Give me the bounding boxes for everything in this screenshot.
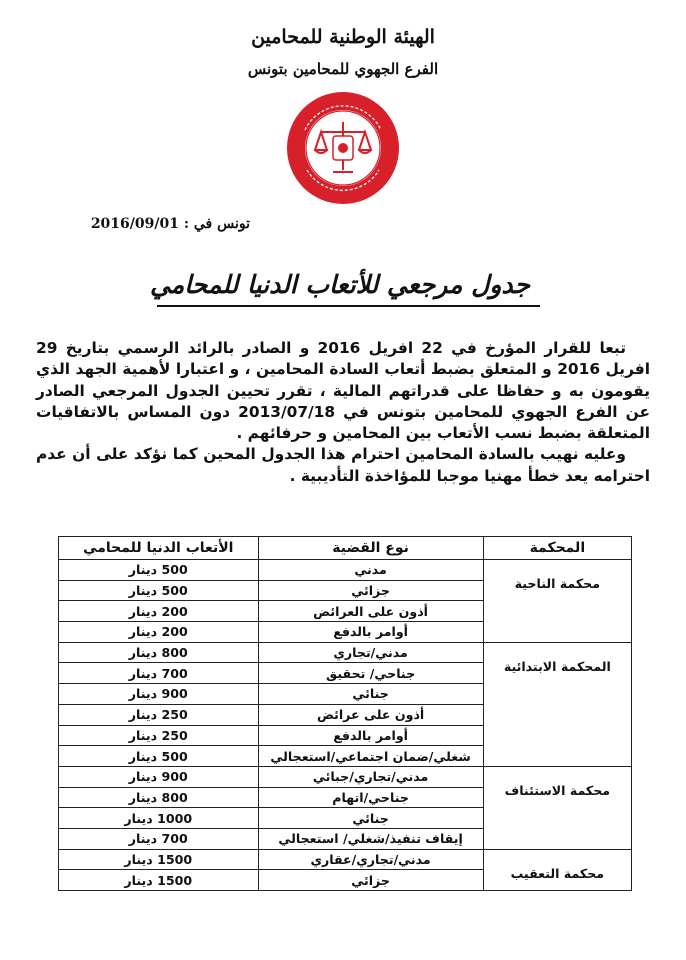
case-type-cell: جزائي — [258, 580, 483, 601]
table-row — [59, 766, 632, 787]
fee-cell: 800 دينار — [59, 787, 259, 808]
case-type-cell: جناحي/ تحقيق — [258, 663, 483, 684]
title-underline — [157, 305, 540, 307]
fee-cell: 800 دينار — [59, 642, 259, 663]
case-type-cell: مدني — [258, 560, 483, 581]
case-type-cell: جزائي — [258, 870, 483, 891]
table-row — [59, 642, 632, 663]
fee-cell: 250 دينار — [59, 704, 259, 725]
org-subtitle: الفرع الجهوي للمحامين بتونس — [247, 60, 439, 78]
case-type-cell: شغلي/ضمان اجتماعي/استعجالي — [258, 746, 483, 767]
fee-cell: 500 دينار — [59, 746, 259, 767]
court-cell: المحكمة الابتدائية — [483, 642, 631, 766]
header-court: المحكمة — [483, 537, 631, 560]
case-type-cell: أذون على عرائض — [258, 704, 483, 725]
org-title: الهيئة الوطنية للمحامين — [251, 26, 435, 48]
court-cell: محكمة الاستئناف — [483, 766, 631, 849]
fee-cell: 700 دينار — [59, 828, 259, 849]
document-body — [36, 338, 650, 487]
fee-cell: 900 دينار — [59, 766, 259, 787]
case-type-cell: أوامر بالدفع — [258, 725, 483, 746]
case-type-cell: مدني/تجاري/عقاري — [258, 849, 483, 870]
case-type-cell: مدني/تجاري/جبائي — [258, 766, 483, 787]
case-type-cell: مدني/تجاري — [258, 642, 483, 663]
fee-cell: 200 دينار — [59, 601, 259, 622]
fee-cell: 700 دينار — [59, 663, 259, 684]
case-type-cell: جنائي — [258, 684, 483, 705]
document-title: جدول مرجعي للأتعاب الدنيا للمحامي — [149, 270, 530, 299]
court-cell: محكمة الناحية — [483, 560, 631, 643]
case-type-cell: جنائي — [258, 808, 483, 829]
body-paragraph-2: وعليه نهيب بالسادة المحامين احترام هذا الجدول المحين كما نؤكد على أن عدم احترامه يعد خطأ مهنيا موجبا للمؤاخذة التأديبية . — [36, 445, 650, 485]
fee-cell: 500 دينار — [59, 560, 259, 581]
bar-association-seal — [285, 90, 401, 206]
header-case-type: نوع القضية — [258, 537, 483, 560]
table-row — [59, 849, 632, 870]
body-paragraph-1: تبعا للقرار المؤرخ في 22 افريل 2016 و الصادر بالرائد الرسمي بتاريخ 29 افريل 2016 و المتعلق بضبط أتعاب السادة المحامين ، و اعتبارا لأهمية الجهد الذي يقومون به و حفاظا على قدراتهم المالية ، تقرر تحيين الجدول المرجعي الصادر عن الفرع الجهوي للمحامين بتونس في 2013/07/18 دون المساس بالاتفاقيات المتعلقة بضبط نسب الأتعاب بين المحامين و حرفائهم . — [36, 339, 651, 443]
document-date: تونس في : 2016/09/01 — [90, 216, 250, 232]
fee-cell: 900 دينار — [59, 684, 259, 705]
fee-cell: 500 دينار — [59, 580, 259, 601]
case-type-cell: إيقاف تنفيذ/شغلي/ استعجالي — [258, 828, 483, 849]
fee-cell: 200 دينار — [59, 622, 259, 643]
case-type-cell: أوامر بالدفع — [258, 622, 483, 643]
case-type-cell: أذون على العرائض — [258, 601, 483, 622]
fee-cell: 1500 دينار — [59, 849, 259, 870]
fee-table — [58, 536, 632, 891]
header-min-fee: الأتعاب الدنيا للمحامي — [59, 537, 259, 560]
case-type-cell: جناحي/اتهام — [258, 787, 483, 808]
fee-cell: 1000 دينار — [59, 808, 259, 829]
table-row — [59, 560, 632, 581]
fee-cell: 1500 دينار — [59, 870, 259, 891]
court-cell: محكمة التعقيب — [483, 849, 631, 890]
fee-cell: 250 دينار — [59, 725, 259, 746]
table-header-row — [59, 537, 632, 560]
